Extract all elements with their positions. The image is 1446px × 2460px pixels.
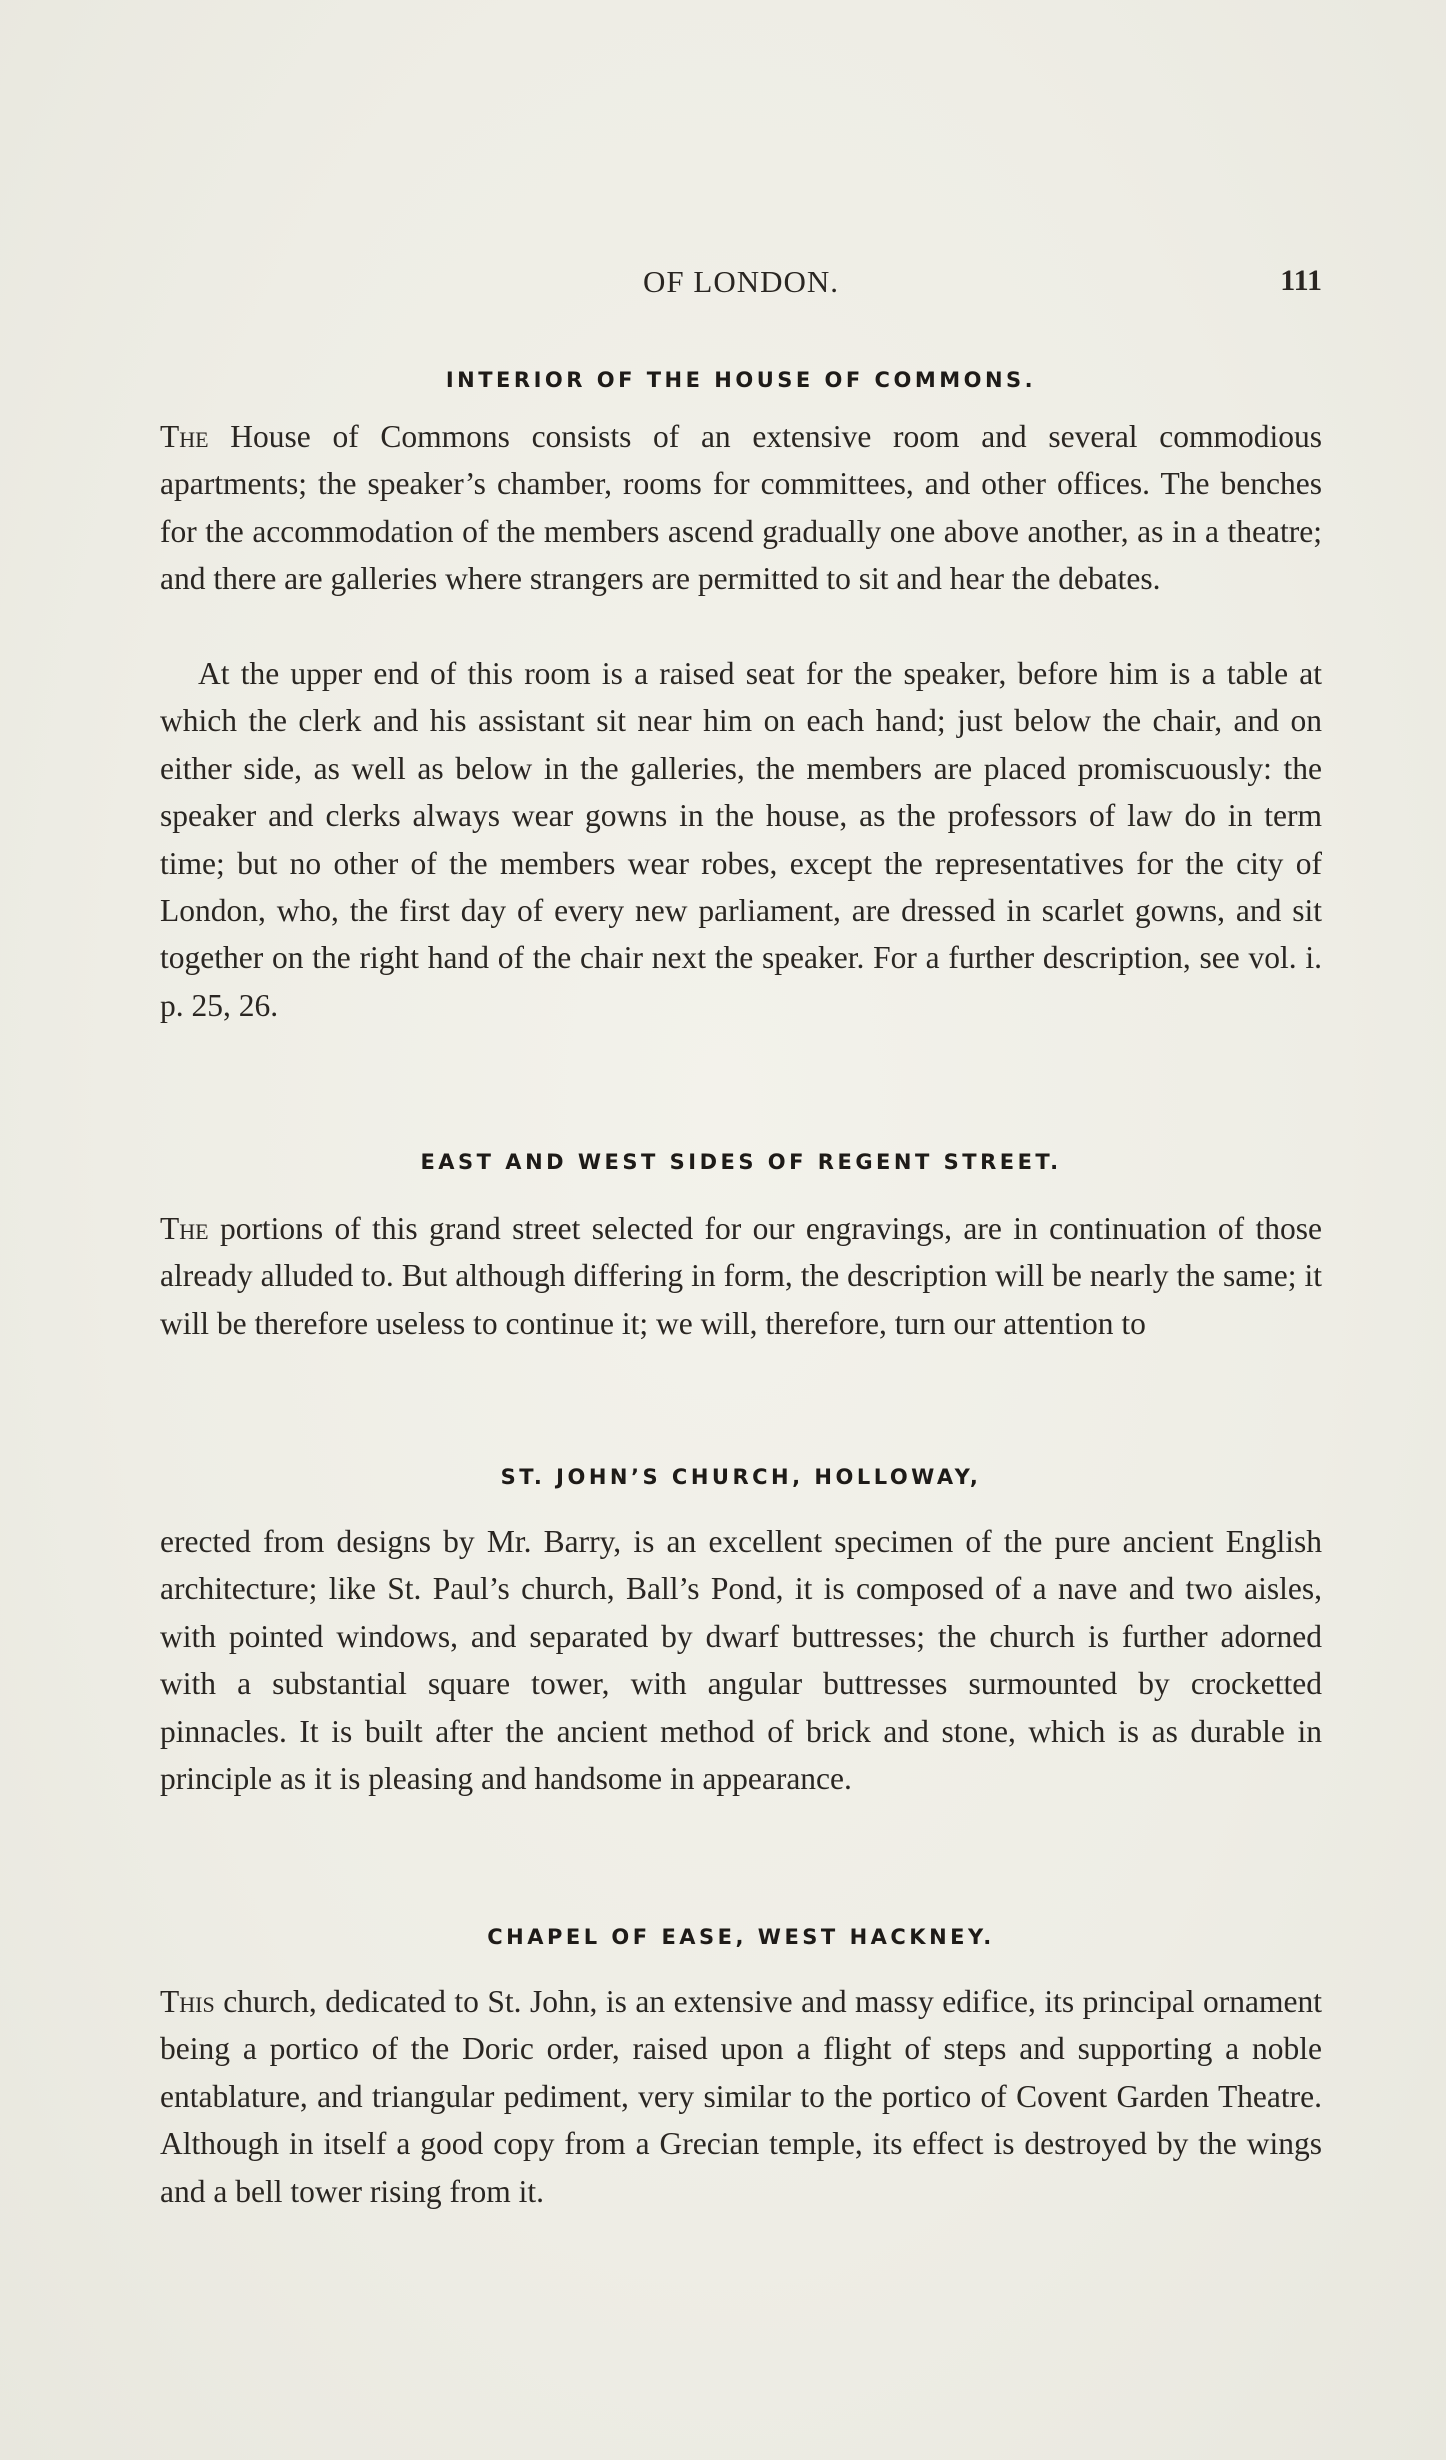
lead-word: This <box>160 1984 215 2019</box>
section-heading-house-of-commons: INTERIOR OF THE HOUSE OF COMMONS. <box>445 368 1037 392</box>
running-head <box>160 258 1322 308</box>
paragraph-house-of-commons-2 <box>160 650 1322 1029</box>
lead-word: The <box>160 1211 209 1246</box>
paragraph-chapel-of-ease <box>160 1978 1322 2215</box>
section-heading-regent-street: EAST AND WEST SIDES OF REGENT STREET. <box>420 1150 1062 1174</box>
paragraph-text: At the upper end of this room is a raised seat for the speaker, before him is a table at which the clerk and his assistant sit near him on each hand; just below the chair, and on either side, as well as below in the galleries, the members are placed promiscuously: the speaker and clerks always wear gowns in the house, as the professors of law do in term time; but no other of the members wear robes, except the representatives for the city of London, who, the first day of every new parliament, are dressed in scarlet gowns, and sit together on the right hand of the chair next the speaker. For a further description, see vol. i. p. 25, 26. <box>160 656 1322 1023</box>
section-heading-chapel-of-ease: CHAPEL OF EASE, WEST HACKNEY. <box>487 1925 995 1949</box>
paragraph-house-of-commons-1 <box>160 413 1322 603</box>
paragraph-regent-street <box>160 1205 1322 1347</box>
paragraph-text: erected from designs by Mr. Barry, is an excellent specimen of the pure ancient English architecture; like St. Paul’s church, Ball’s Pond, it is composed of a nave and two aisles, with pointed windows, and separated by dwarf buttresses; the church is further adorned with a substantial square tower, with angular buttresses surmounted by crocketted pinnacles. It is built after the ancient method of brick and stone, which is as durable in principle as it is pleasing and handsome in appearance. <box>160 1524 1322 1797</box>
lead-word: The <box>160 419 209 454</box>
paragraph-text: House of Commons consists of an extensive room and several commodious apartments; the speaker’s chamber, rooms for committees, and other offices. The benches for the accommodation of the members ascend gradually one above another, as in a theatre; and there are galleries where strangers are permitted to sit and hear the debates. <box>160 419 1322 597</box>
section-heading-st-johns-holloway: ST. JOHN’S CHURCH, HOLLOWAY, <box>500 1465 982 1489</box>
page-number: 111 <box>1280 264 1322 297</box>
paragraph-text: church, dedicated to St. John, is an extensive and massy edifice, its principal ornament being a portico of the Doric order, raised upon a flight of steps and supporting a noble entablature, and triangular pediment, very similar to the portico of Covent Garden Theatre. Although in itself a good copy from a Grecian temple, its effect is destroyed by the wings and a bell tower rising from it. <box>160 1984 1322 2209</box>
paragraph-st-johns-holloway <box>160 1518 1322 1802</box>
paragraph-text: portions of this grand street selected for our engravings, are in continuation of those already alluded to. But although differing in form, the description will be nearly the same; it will be therefore useless to continue it; we will, therefore, turn our attention to <box>160 1211 1322 1341</box>
running-title: OF LONDON. <box>643 264 839 299</box>
